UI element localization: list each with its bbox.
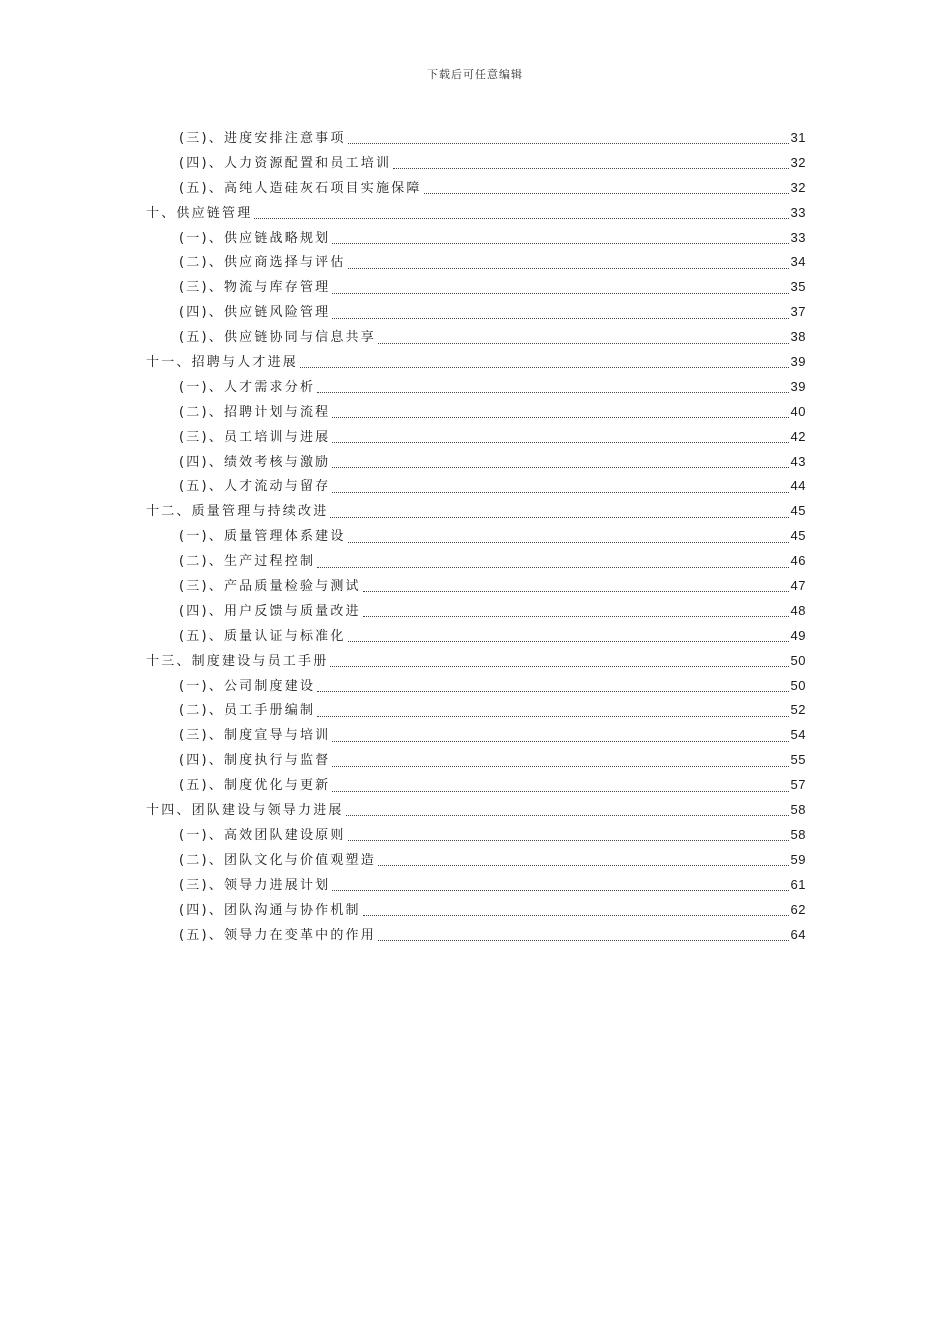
toc-entry-title: (二)、招聘计划与流程	[179, 404, 331, 420]
toc-dot-leader	[363, 615, 789, 617]
toc-entry-page-number: 50	[790, 677, 806, 693]
toc-entry-title: (一)、人才需求分析	[179, 379, 316, 395]
toc-entry[interactable]	[146, 474, 806, 499]
toc-entry[interactable]	[146, 574, 806, 599]
toc-entry-page-number: 40	[790, 403, 806, 419]
toc-entry-title: (二)、生产过程控制	[179, 554, 316, 570]
toc-entry-title: (四)、用户反馈与质量改进	[179, 603, 361, 619]
toc-entry-title: (三)、物流与库存管理	[179, 280, 331, 296]
toc-dot-leader	[332, 740, 788, 742]
toc-entry-page-number: 37	[790, 304, 806, 320]
toc-entry-page-number: 55	[790, 752, 806, 768]
toc-entry-page-number: 42	[790, 428, 806, 444]
toc-dot-leader	[346, 814, 789, 816]
toc-entry-title: (五)、质量认证与标准化	[179, 628, 346, 644]
toc-entry[interactable]	[146, 350, 806, 375]
toc-entry-title: (五)、领导力在变革中的作用	[179, 927, 376, 943]
toc-dot-leader	[378, 342, 789, 344]
toc-entry[interactable]	[146, 176, 806, 201]
toc-entry-page-number: 50	[790, 652, 806, 668]
toc-entry[interactable]	[146, 151, 806, 176]
toc-entry-page-number: 62	[790, 901, 806, 917]
toc-entry-title: (五)、供应链协同与信息共享	[179, 330, 376, 346]
toc-entry[interactable]	[146, 524, 806, 549]
toc-entry[interactable]	[146, 250, 806, 275]
toc-entry-title: (五)、高纯人造硅灰石项目实施保障	[179, 180, 422, 196]
toc-dot-leader	[254, 217, 788, 219]
toc-entry-title: (四)、团队沟通与协作机制	[179, 902, 361, 918]
toc-dot-leader	[378, 864, 789, 866]
toc-dot-leader	[332, 317, 788, 319]
toc-entry[interactable]	[146, 450, 806, 475]
toc-entry-page-number: 58	[790, 826, 806, 842]
toc-entry[interactable]	[146, 649, 806, 674]
toc-entry-page-number: 31	[790, 130, 806, 145]
toc-entry-title: (一)、质量管理体系建设	[179, 529, 346, 545]
toc-entry[interactable]	[146, 748, 806, 773]
toc-entry-title: (三)、进度安排注意事项	[179, 131, 346, 146]
toc-entry[interactable]	[146, 723, 806, 748]
toc-entry[interactable]	[146, 923, 806, 948]
toc-entry[interactable]	[146, 499, 806, 524]
toc-dot-leader	[332, 292, 788, 294]
toc-entry-title: (五)、人才流动与留存	[179, 479, 331, 495]
toc-entry[interactable]	[146, 325, 806, 350]
toc-entry[interactable]	[146, 300, 806, 325]
toc-entry-title: (四)、绩效考核与激励	[179, 454, 331, 470]
toc-entry[interactable]	[146, 823, 806, 848]
toc-entry[interactable]	[146, 400, 806, 425]
toc-dot-leader	[332, 416, 788, 418]
toc-entry[interactable]	[146, 201, 806, 226]
toc-entry[interactable]	[146, 275, 806, 300]
toc-dot-leader	[378, 939, 789, 941]
toc-entry-title: (一)、供应链战略规划	[179, 230, 331, 246]
toc-dot-leader	[330, 516, 788, 518]
toc-entry-title: (五)、制度优化与更新	[179, 778, 331, 794]
toc-entry-page-number: 45	[790, 528, 806, 544]
toc-dot-leader	[348, 541, 789, 543]
toc-entry[interactable]	[146, 773, 806, 798]
toc-entry-page-number: 46	[790, 553, 806, 569]
toc-entry-title: (三)、领导力进展计划	[179, 877, 331, 893]
header-note: 下载后可任意编辑	[427, 68, 523, 81]
toc-entry[interactable]	[146, 126, 806, 151]
toc-entry-page-number: 39	[790, 378, 806, 394]
toc-dot-leader	[317, 391, 788, 393]
toc-entry-page-number: 38	[790, 329, 806, 345]
toc-entry-page-number: 57	[790, 777, 806, 793]
toc-dot-leader	[348, 839, 789, 841]
toc-entry-title: (四)、供应链风险管理	[179, 305, 331, 321]
toc-entry[interactable]	[146, 599, 806, 624]
toc-entry-page-number: 44	[790, 478, 806, 494]
toc-entry-page-number: 43	[790, 453, 806, 469]
toc-entry-page-number: 61	[790, 876, 806, 892]
toc-entry-title: (二)、团队文化与价值观塑造	[179, 852, 376, 868]
toc-entry[interactable]	[146, 698, 806, 723]
toc-entry-page-number: 39	[790, 354, 806, 370]
toc-entry-page-number: 35	[790, 279, 806, 295]
toc-dot-leader	[332, 889, 788, 891]
toc-dot-leader	[363, 590, 789, 592]
toc-entry[interactable]	[146, 674, 806, 699]
toc-dot-leader	[317, 566, 788, 568]
toc-entry-page-number: 49	[790, 627, 806, 643]
toc-entry-title: 十二、质量管理与持续改进	[146, 504, 329, 520]
toc-entry-title: 十一、招聘与人才进展	[146, 355, 299, 371]
toc-entry[interactable]	[146, 624, 806, 649]
toc-entry-page-number: 48	[790, 602, 806, 618]
toc-entry-page-number: 59	[790, 851, 806, 867]
toc-dot-leader	[332, 466, 788, 468]
toc-dot-leader	[348, 142, 789, 144]
toc-dot-leader	[332, 790, 788, 792]
toc-dot-leader	[330, 665, 788, 667]
toc-entry[interactable]	[146, 898, 806, 923]
toc-entry-title: (二)、供应商选择与评估	[179, 255, 346, 271]
toc-dot-leader	[317, 715, 788, 717]
toc-entry-title: (一)、公司制度建设	[179, 678, 316, 694]
toc-entry-page-number: 54	[790, 727, 806, 743]
toc-entry-page-number: 64	[790, 926, 806, 942]
toc-entry-page-number: 32	[790, 154, 806, 170]
toc-entry-page-number: 58	[790, 802, 806, 818]
toc-entry-title: (三)、员工培训与进展	[179, 429, 331, 445]
toc-dot-leader	[424, 192, 789, 194]
toc-entry-title: 十三、制度建设与员工手册	[146, 653, 329, 669]
toc-entry-page-number: 32	[790, 179, 806, 195]
toc-dot-leader	[317, 690, 788, 692]
toc-dot-leader	[348, 267, 789, 269]
toc-entry[interactable]	[146, 375, 806, 400]
toc-entry-title: (二)、员工手册编制	[179, 703, 316, 719]
toc-entry[interactable]	[146, 549, 806, 574]
toc-entry-page-number: 34	[790, 254, 806, 270]
toc-entry-title: 十四、团队建设与领导力进展	[146, 803, 344, 819]
toc-entry-title: 十、供应链管理	[146, 205, 253, 221]
toc-entry[interactable]	[146, 226, 806, 251]
toc-dot-leader	[393, 167, 788, 169]
toc-entry-title: (四)、人力资源配置和员工培训	[179, 155, 392, 171]
toc-dot-leader	[332, 765, 788, 767]
toc-entry[interactable]	[146, 848, 806, 873]
toc-dot-leader	[332, 242, 788, 244]
table-of-contents	[146, 126, 806, 947]
toc-entry-title: (四)、制度执行与监督	[179, 753, 331, 769]
toc-entry-page-number: 33	[790, 204, 806, 220]
toc-entry-page-number: 47	[790, 578, 806, 594]
toc-entry-title: (三)、产品质量检验与测试	[179, 579, 361, 595]
toc-dot-leader	[332, 441, 788, 443]
toc-dot-leader	[300, 366, 789, 368]
toc-entry[interactable]	[146, 798, 806, 823]
toc-entry-title: (三)、制度宣导与培训	[179, 728, 331, 744]
toc-dot-leader	[363, 914, 789, 916]
toc-dot-leader	[332, 491, 788, 493]
toc-entry-title: (一)、高效团队建设原则	[179, 827, 346, 843]
toc-entry-page-number: 33	[790, 229, 806, 245]
toc-entry-page-number: 52	[790, 702, 806, 718]
toc-entry[interactable]	[146, 425, 806, 450]
toc-dot-leader	[348, 640, 789, 642]
toc-entry-page-number: 45	[790, 503, 806, 519]
toc-entry[interactable]	[146, 873, 806, 898]
